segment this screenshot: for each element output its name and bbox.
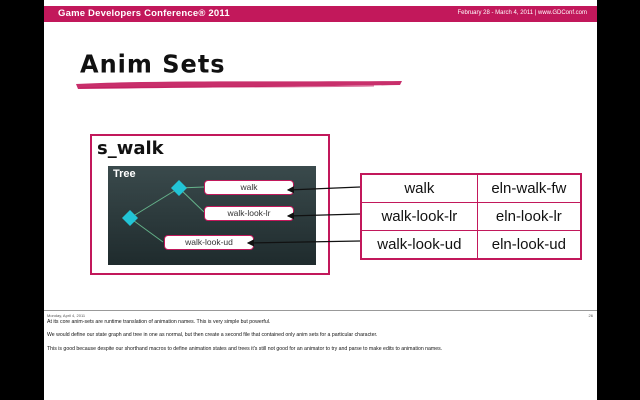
slide-title: Anim Sets	[80, 49, 226, 79]
conference-title: Game Developers Conference® 2011	[58, 8, 230, 19]
slide	[44, 0, 597, 310]
anim-target-cell: eln-walk-fw	[477, 174, 581, 203]
speaker-notes	[44, 310, 597, 400]
tree-node-walk: walk	[204, 180, 294, 195]
gdc-header-bar	[44, 6, 597, 22]
tree-blend-node-root	[122, 210, 138, 226]
notes-date: Monday, April 4, 2011	[47, 313, 86, 318]
table-row	[361, 231, 581, 260]
anim-set-panel	[90, 134, 330, 275]
anim-name-cell: walk-look-lr	[361, 203, 477, 231]
anim-target-cell: eln-look-ud	[477, 231, 581, 260]
tree-node-walk-look-lr: walk-look-lr	[204, 206, 294, 221]
notes-page-view	[44, 0, 597, 400]
tree-label: Tree	[113, 168, 136, 180]
anim-mapping-table	[360, 173, 582, 260]
note-paragraph: This is good because despite our shorthand macros to define animation states and trees it's still not good for an animator to try and parse to make edits to animation names.	[47, 346, 443, 352]
anim-name-cell: walk	[361, 174, 477, 203]
anim-name-cell: walk-look-ud	[361, 231, 477, 260]
tree-box	[108, 166, 316, 265]
note-paragraph: At its core anim-sets are runtime translation of animation names. This is very simple but powerful.	[47, 319, 271, 325]
table-row	[361, 203, 581, 231]
notes-page-number: 26	[588, 313, 593, 318]
tree-node-walk-look-ud: walk-look-ud	[164, 235, 254, 250]
anim-target-cell: eln-look-lr	[477, 203, 581, 231]
conference-date: February 28 - March 4, 2011 | www.GDConf.com	[457, 10, 587, 16]
note-paragraph: We would define our state graph and tree in one as normal, but then create a second file that contained only anim sets for a particular character.	[47, 332, 378, 338]
anim-set-name: s_walk	[97, 138, 164, 159]
brush-stroke-underline	[74, 76, 404, 94]
table-row	[361, 174, 581, 203]
